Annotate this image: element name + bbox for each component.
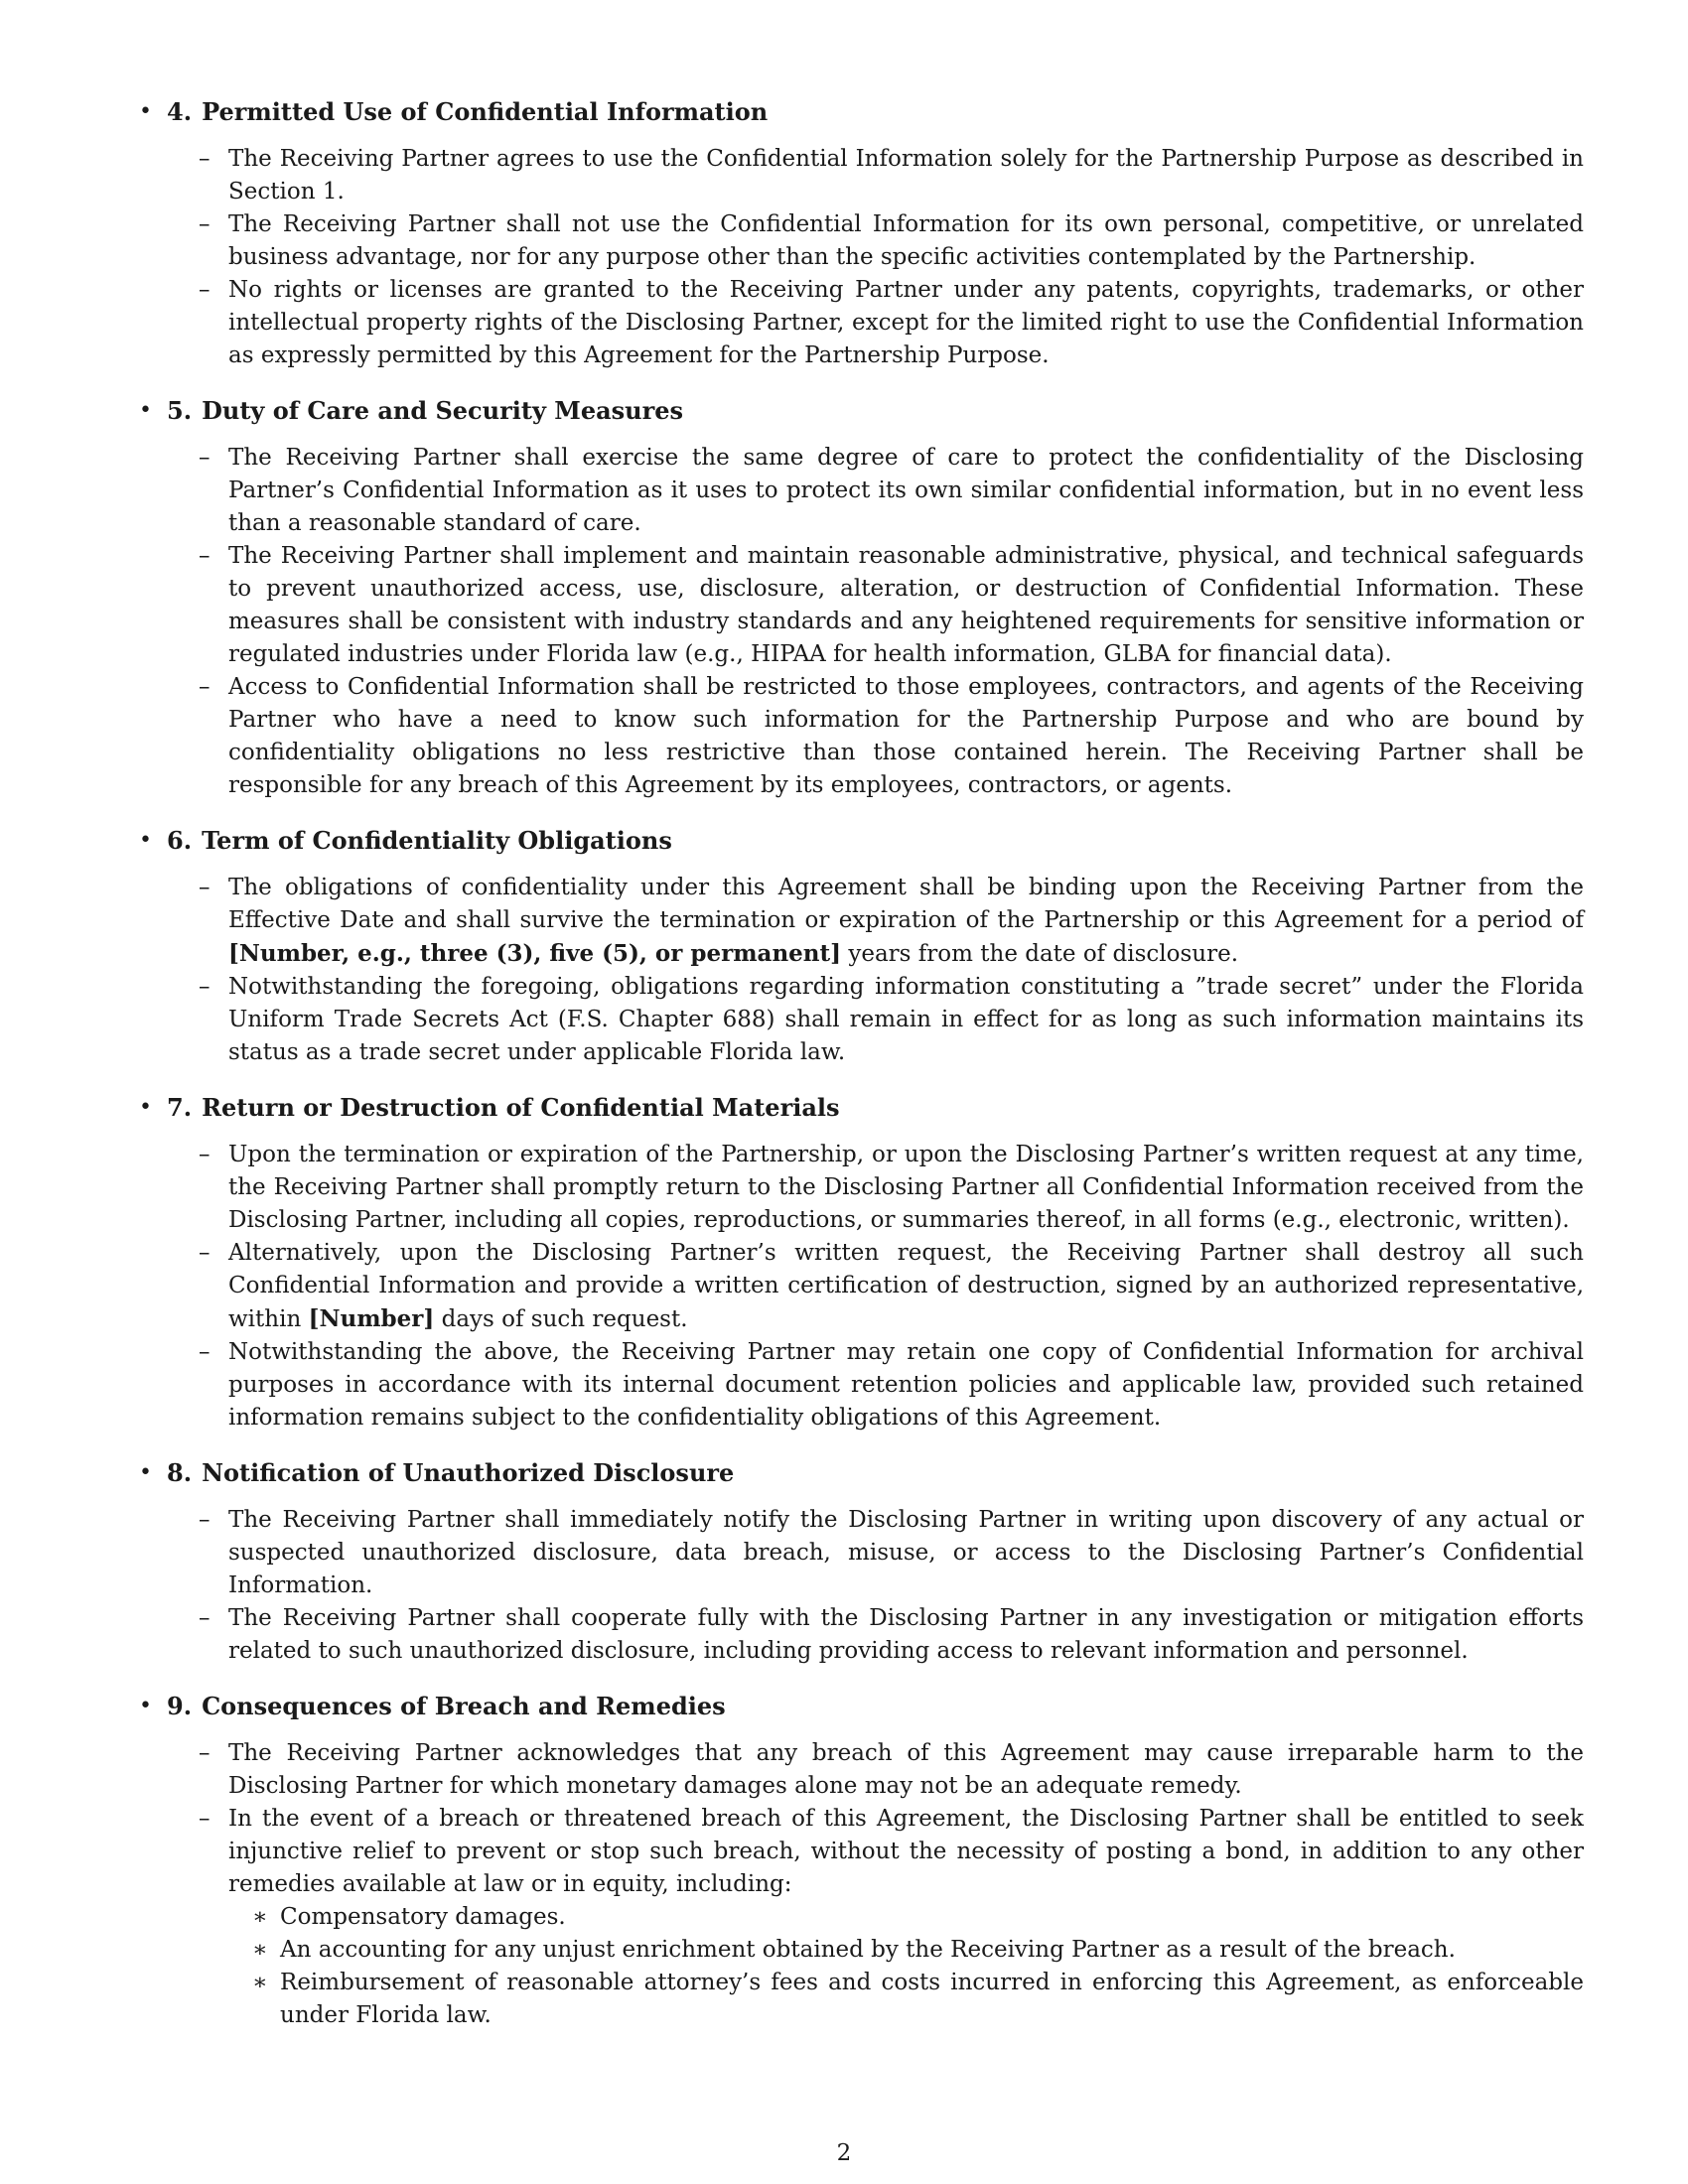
dash-icon: –: [199, 1507, 211, 1533]
item-text: Notwithstanding the foregoing, obligations regarding information constituting a ”trade secret” under the Florida Uniform Trade Secrets Act (F.S. Chapter 688) shall remain in effect for as long as such information maintains its status as a trade secret under applicable Florida law.: [228, 974, 1584, 1065]
section-title: Term of Confidentiality Obligations: [202, 826, 672, 855]
list-item: [139, 1504, 1584, 1602]
asterisk-icon: ∗: [252, 1904, 268, 1930]
dash-icon: –: [199, 1740, 211, 1766]
section-heading: [139, 824, 1584, 858]
list-item: [139, 872, 1584, 971]
list-item: [139, 1139, 1584, 1237]
section-title: Notification of Unauthorized Disclosure: [202, 1458, 735, 1487]
sub-list-item: [139, 1901, 1584, 1934]
item-text: The Receiving Partner shall implement and maintain reasonable administrative, physical, and technical safeguards to prevent unauthorized access, use, disclosure, alteration, or destruction of Confidential Information. These measures shall be consistent with industry standards and any heightened requirements for sensitive information or regulated industries under Florida law (e.g., HIPAA for health information, GLBA for financial data).: [228, 543, 1584, 667]
section-number: 9.: [167, 1692, 193, 1720]
item-text: The Receiving Partner shall immediately notify the Disclosing Partner in writing upon discovery of any actual or suspected unauthorized disclosure, data breach, misuse, or access to the Disclosing Partner’s Confidential Information.: [228, 1507, 1584, 1598]
section-number: 8.: [167, 1458, 193, 1487]
section-heading: [139, 95, 1584, 129]
list-item: [139, 1237, 1584, 1336]
item-text: The Receiving Partner shall exercise the same degree of care to protect the confidentiality of the Disclosing Partner’s Confidential Information as it uses to protect its own similar confidential information, but in no event less than a reasonable standard of care.: [228, 445, 1584, 536]
document-page: [139, 95, 1584, 2054]
bullet-icon: •: [139, 1460, 152, 1485]
section-9: [139, 1690, 1584, 2032]
bullet-icon: •: [139, 828, 152, 853]
item-text: The Receiving Partner acknowledges that any breach of this Agreement may cause irreparable harm to the Disclosing Partner for which monetary damages alone may not be an adequate remedy.: [228, 1740, 1584, 1799]
sub-list-item: [139, 1967, 1584, 2032]
list-item: [139, 1602, 1584, 1668]
dash-icon: –: [199, 1806, 211, 1832]
list-item: [139, 540, 1584, 671]
placeholder-term: [Number, e.g., three (3), five (5), or permanent]: [228, 940, 842, 967]
list-item: [139, 1803, 1584, 1901]
item-text: Notwithstanding the above, the Receiving Partner may retain one copy of Confidential Information for archival purposes in accordance with its internal document retention policies and applicable law, provided such retained information remains subject to the confidentiality obligations of this Agreement.: [228, 1339, 1584, 1431]
section-number: 5.: [167, 396, 193, 425]
section-number: 6.: [167, 826, 193, 855]
section-4: [139, 95, 1584, 372]
item-text: Alternatively, upon the Disclosing Partner’s written request, the Receiving Partner shall destroy all such Confidential Information and provide a written certification of destruction, signed by an authorized representative, within: [228, 1240, 1584, 1332]
section-8: [139, 1456, 1584, 1668]
dash-icon: –: [199, 211, 211, 237]
section-6: [139, 824, 1584, 1069]
section-number: 4.: [167, 97, 193, 126]
item-text: An accounting for any unjust enrichment obtained by the Receiving Partner as a result of the breach.: [280, 1937, 1456, 1963]
section-title: Consequences of Breach and Remedies: [202, 1692, 726, 1720]
dash-icon: –: [199, 1240, 211, 1266]
item-text: The Receiving Partner agrees to use the Confidential Information solely for the Partnership Purpose as described in Section 1.: [228, 146, 1584, 205]
dash-icon: –: [199, 277, 211, 303]
dash-icon: –: [199, 1142, 211, 1167]
dash-icon: –: [199, 875, 211, 900]
section-5: [139, 394, 1584, 802]
asterisk-icon: ∗: [252, 1937, 268, 1963]
dash-icon: –: [199, 974, 211, 1000]
bullet-icon: •: [139, 398, 152, 423]
dash-icon: –: [199, 543, 211, 569]
dash-icon: –: [199, 146, 211, 172]
section-7: [139, 1091, 1584, 1434]
list-item: [139, 671, 1584, 802]
list-item: [139, 971, 1584, 1069]
section-heading: [139, 1456, 1584, 1490]
item-text: days of such request.: [434, 1306, 688, 1332]
placeholder-days: [Number]: [308, 1305, 435, 1332]
section-title: Return or Destruction of Confidential Materials: [202, 1093, 840, 1122]
item-text: Upon the termination or expiration of the Partnership, or upon the Disclosing Partner’s written request at any time, the Receiving Partner shall promptly return to the Disclosing Partner all Confidential Information received from the Disclosing Partner, including all copies, reproductions, or summaries thereof, in all forms (e.g., electronic, written).: [228, 1142, 1584, 1233]
list-item: [139, 1737, 1584, 1803]
bullet-icon: •: [139, 1095, 152, 1120]
section-title: Duty of Care and Security Measures: [202, 396, 684, 425]
item-text: Reimbursement of reasonable attorney’s fees and costs incurred in enforcing this Agreement, as enforceable under Florida law.: [280, 1970, 1584, 2028]
section-heading: [139, 1091, 1584, 1125]
list-item: [139, 274, 1584, 372]
item-text: Compensatory damages.: [280, 1904, 566, 1930]
item-text: The Receiving Partner shall cooperate fully with the Disclosing Partner in any investigation or mitigation efforts related to such unauthorized disclosure, including providing access to relevant information and personnel.: [228, 1605, 1584, 1664]
item-text: years from the date of disclosure.: [841, 941, 1239, 967]
dash-icon: –: [199, 674, 211, 700]
page-number: 2: [836, 2140, 852, 2166]
item-text: In the event of a breach or threatened breach of this Agreement, the Disclosing Partner shall be entitled to seek injunctive relief to prevent or stop such breach, without the necessity of posting a bond, in addition to any other remedies available at law or in equity, including:: [228, 1806, 1584, 1897]
section-heading: [139, 394, 1584, 428]
section-title: Permitted Use of Confidential Information: [202, 97, 769, 126]
item-text: Access to Confidential Information shall be restricted to those employees, contractors, and agents of the Receiving Partner who have a need to know such information for the Partnership Purpose and who are bound by confidentiality obligations no less restrictive than those contained herein. The Receiving Partner shall be responsible for any breach of this Agreement by its employees, contractors, or agents.: [228, 674, 1584, 798]
dash-icon: –: [199, 1605, 211, 1631]
bullet-icon: •: [139, 1694, 152, 1718]
dash-icon: –: [199, 1339, 211, 1365]
list-item: [139, 143, 1584, 208]
list-item: [139, 442, 1584, 540]
item-text: The obligations of confidentiality under this Agreement shall be binding upon the Receiving Partner from the Effective Date and shall survive the termination or expiration of the Partnership or this Agreement for a period of: [228, 875, 1584, 933]
item-text: The Receiving Partner shall not use the Confidential Information for its own personal, competitive, or unrelated business advantage, nor for any purpose other than the specific activities contemplated by the Partnership.: [228, 211, 1584, 270]
list-item: [139, 208, 1584, 274]
bullet-icon: •: [139, 99, 152, 124]
sub-list-item: [139, 1934, 1584, 1967]
section-heading: [139, 1690, 1584, 1723]
list-item: [139, 1336, 1584, 1434]
section-number: 7.: [167, 1093, 193, 1122]
asterisk-icon: ∗: [252, 1970, 268, 1995]
item-text: No rights or licenses are granted to the Receiving Partner under any patents, copyrights, trademarks, or other intellectual property rights of the Disclosing Partner, except for the limited right to use the Confidential Information as expressly permitted by this Agreement for the Partnership Purpose.: [228, 277, 1584, 368]
dash-icon: –: [199, 445, 211, 471]
